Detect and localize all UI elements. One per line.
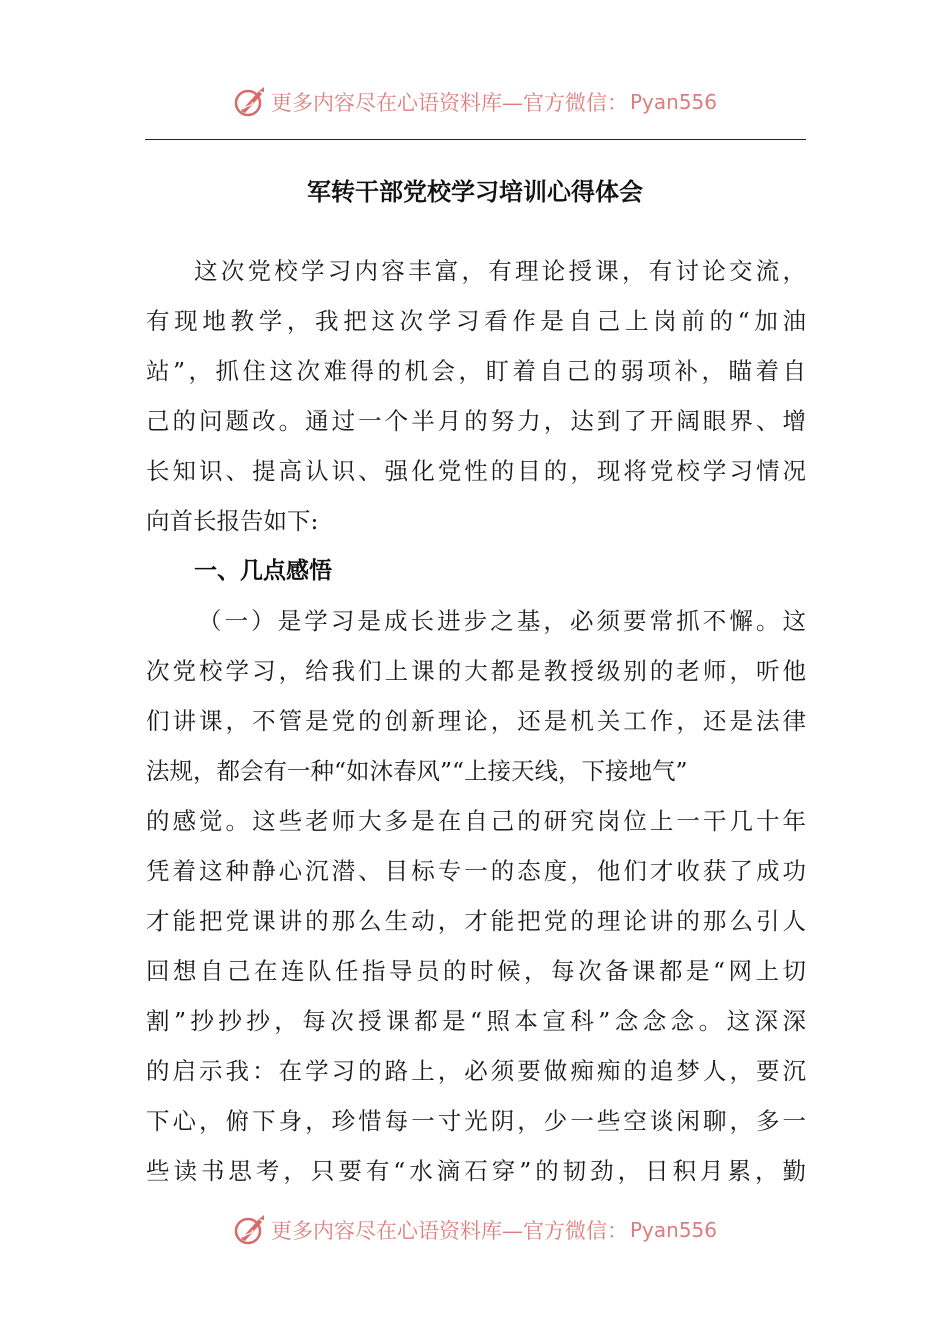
paragraph-line: （一）是学习是成长进步之基，必须要常抓不懈。这 (198, 607, 806, 635)
document-title: 军转干部党校学习培训心得体会 (307, 178, 643, 206)
paragraph-line: 站”，抓住这次难得的机会，盯着自己的弱项补，瞄着自 (146, 357, 806, 385)
paragraph-line: 些读书思考，只要有“水滴石穿”的韧劲，日积月累，勤 (146, 1157, 806, 1185)
quill-logo-icon (233, 85, 267, 119)
header-rule (145, 139, 806, 140)
paragraph-line: 己的问题改。通过一个半月的努力，达到了开阔眼界、增 (146, 407, 806, 435)
paragraph-line: 们讲课，不管是党的创新理论，还是机关工作，还是法律 (146, 707, 806, 735)
paragraph-line: 长知识、提高认识、强化党性的目的，现将党校学习情况 (146, 457, 806, 485)
banner-text: 更多内容尽在心语资料库—官方微信： (270, 1219, 628, 1243)
paragraph-line: 向首长报告如下: (146, 507, 319, 535)
paragraph-line: 割”抄抄抄，每次授课都是“照本宣科”念念念。这深深 (146, 1007, 806, 1035)
banner-text: 更多内容尽在心语资料库—官方微信： (270, 91, 628, 115)
paragraph-line: 次党校学习，给我们上课的大都是教授级别的老师，听他 (146, 657, 806, 685)
banner-handle: Pyan556 (629, 1218, 717, 1242)
footer-banner (0, 1208, 950, 1252)
paragraph-line: 的感觉。这些老师大多是在自己的研究岗位上一干几十年 (146, 807, 806, 835)
header-banner (0, 80, 950, 124)
section-heading: 一、几点感悟 (194, 558, 332, 584)
paragraph-line: 的启示我：在学习的路上，必须要做痴痴的追梦人，要沉 (146, 1057, 806, 1085)
paragraph-line: 有现地教学，我把这次学习看作是自己上岗前的“加油 (146, 307, 806, 335)
banner-handle: Pyan556 (629, 90, 717, 114)
paragraph-line: 才能把党课讲的那么生动，才能把党的理论讲的那么引人 (146, 907, 806, 935)
paragraph-line: 这次党校学习内容丰富，有理论授课，有讨论交流， (194, 257, 806, 285)
paragraph-line: 下心，俯下身，珍惜每一寸光阴，少一些空谈闲聊，多一 (146, 1107, 806, 1135)
quill-logo-icon (233, 1213, 267, 1247)
paragraph-line: 法规，都会有一种“如沐春风”“上接天线，下接地气” (146, 757, 688, 785)
paragraph-line: 凭着这种静心沉潜、目标专一的态度，他们才收获了成功 (146, 857, 806, 885)
paragraph-line: 回想自己在连队任指导员的时候，每次备课都是“网上切 (146, 957, 806, 985)
